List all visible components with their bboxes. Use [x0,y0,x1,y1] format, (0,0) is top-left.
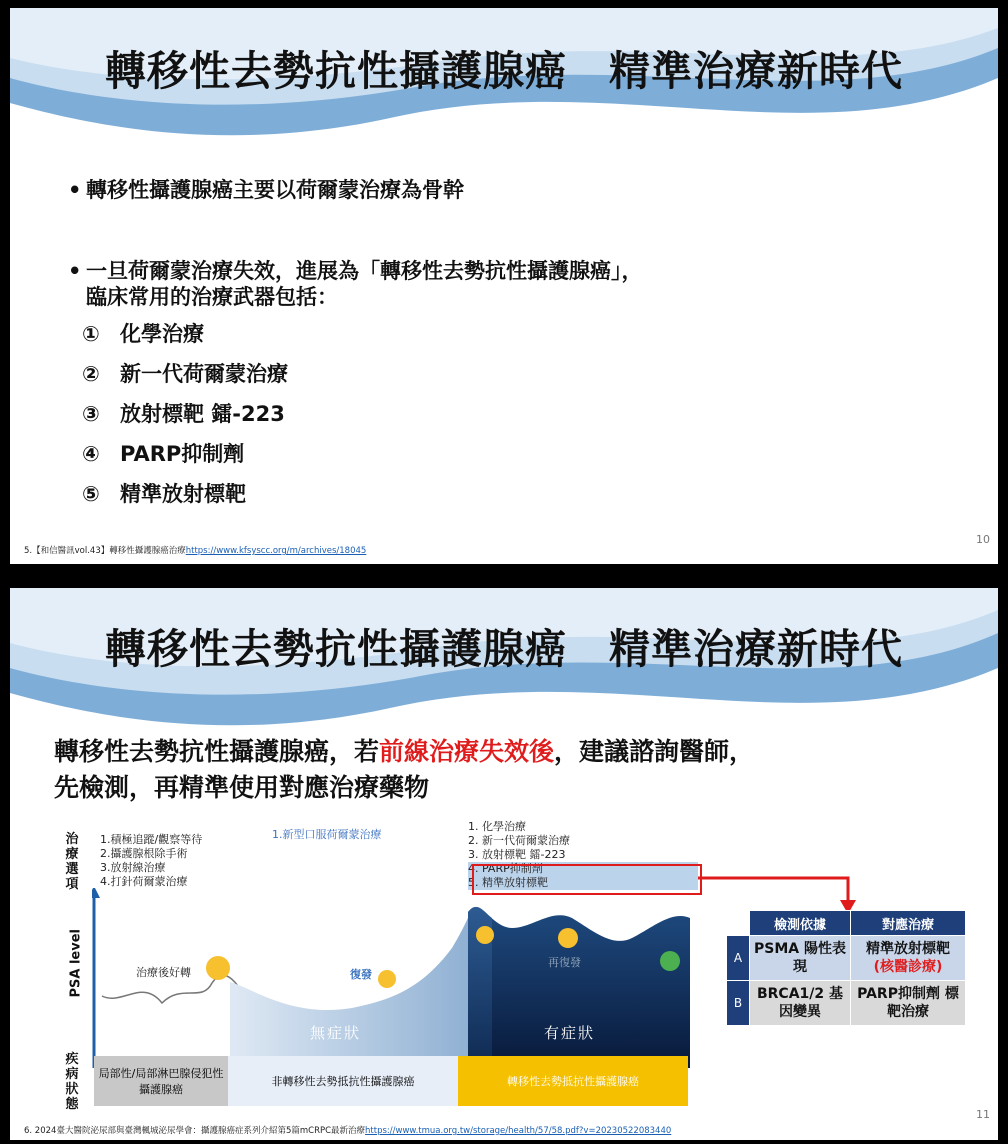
bullet-mcrpc-progression: • 一旦荷爾蒙治療失效，進展為「轉移性去勢抗性攝護腺癌」， 臨床常用的治療武器包括： [68,259,643,309]
treatment-item: ① 化學治療 [82,322,204,346]
footer-link[interactable]: https://www.kfsyscc.org/m/archives/18045 [185,546,367,556]
footer-link[interactable]: https://www.tmua.org.tw/storage/health/57/58.pdf?v=20230522083440 [365,1126,672,1136]
options-early: 1.積極追蹤/觀察等待 2.攝護腺根除手術 3.放射線治療 4.打針荷爾蒙治療 [100,833,203,888]
slide-title: 轉移性去勢抗性攝護腺癌 精準治療新時代 [105,625,903,673]
zone-symptomatic-label: 有症狀 [544,1024,596,1042]
footer-reference: 6. 2024臺大醫院泌尿部與臺灣楓城泌尿學會：攝護腺癌症系列介紹第5篇mCRPC最新治療https://www.tmua.org.tw/storage/health/57/58.pdf?v=20230522083440 [24,1126,672,1136]
table-row: A PSMA 陽性表現 精準放射標靶 (核醫診療) [727,936,966,981]
smile-face-icon [476,926,494,944]
treatment-item: ⑤ 精準放射標靶 [82,482,246,506]
biomarker-table [726,910,966,1026]
page-number: 10 [976,533,990,546]
treatment-item: ④ PARP抑制劑 [82,442,245,466]
axis-label-disease-state: 疾病狀態 [65,1052,79,1112]
treatment-item: ③ 放射標靶 鐳-223 [82,402,285,426]
happy-face-icon [206,956,230,980]
header-test-basis: 檢測依據 [750,911,851,936]
zone-asymptomatic-label: 無症狀 [310,1024,362,1042]
options-mid: 1.新型口服荷爾蒙治療 [272,828,382,841]
highlight-text: 前線治療失效後 [379,737,555,766]
slide-10 [10,8,998,564]
axis-label-psa: PSA level [68,929,84,998]
slide-11 [10,588,998,1140]
zone-asymptomatic [228,972,388,1068]
options-late: 1. 化學治療 2. 新一代荷爾蒙治療 3. 放射標靶 鐳-223 4. PARP抑制劑 5. 精準放射標靶 [468,820,698,890]
bullet-hormone-backbone: • 轉移性攝護腺癌主要以荷爾蒙治療為骨幹 [68,178,464,202]
neutral-face-icon [378,970,396,988]
table-row: B BRCA1/2 基因變異 PARP抑制劑 標靶治療 [727,981,966,1026]
label-relapse: 復發 [350,968,372,981]
header-treatment: 對應治療 [851,911,966,936]
label-improved: 治療後好轉 [136,966,191,979]
label-relapse-again: 再復發 [548,956,581,969]
lead-text: 轉移性去勢抗性攝護腺癌，若前線治療失效後，建議諮詢醫師， 先檢測，再精準使用對應治療藥物 [54,737,755,802]
page-number: 11 [976,1108,990,1121]
treatment-item: ② 新一代荷爾蒙治療 [82,362,288,386]
slide-title: 轉移性去勢抗性攝護腺癌 精準治療新時代 [105,47,903,95]
stage-local: 局部性/局部淋巴腺侵犯性攝護腺癌 [94,1056,228,1106]
footer-reference: 5.【和信醫訊vol.43】轉移性攝護腺癌治療https://www.kfsyscc.org/m/archives/18045 [24,546,367,556]
sad-face-icon [558,928,578,948]
stage-nonmetastatic: 非轉移性去勢抵抗性攝護腺癌 [228,1056,458,1106]
axis-label-treatment-options: 治療選項 [65,832,79,892]
stage-metastatic: 轉移性去勢抵抗性攝護腺癌 [458,1056,688,1106]
sick-face-icon [660,951,680,971]
